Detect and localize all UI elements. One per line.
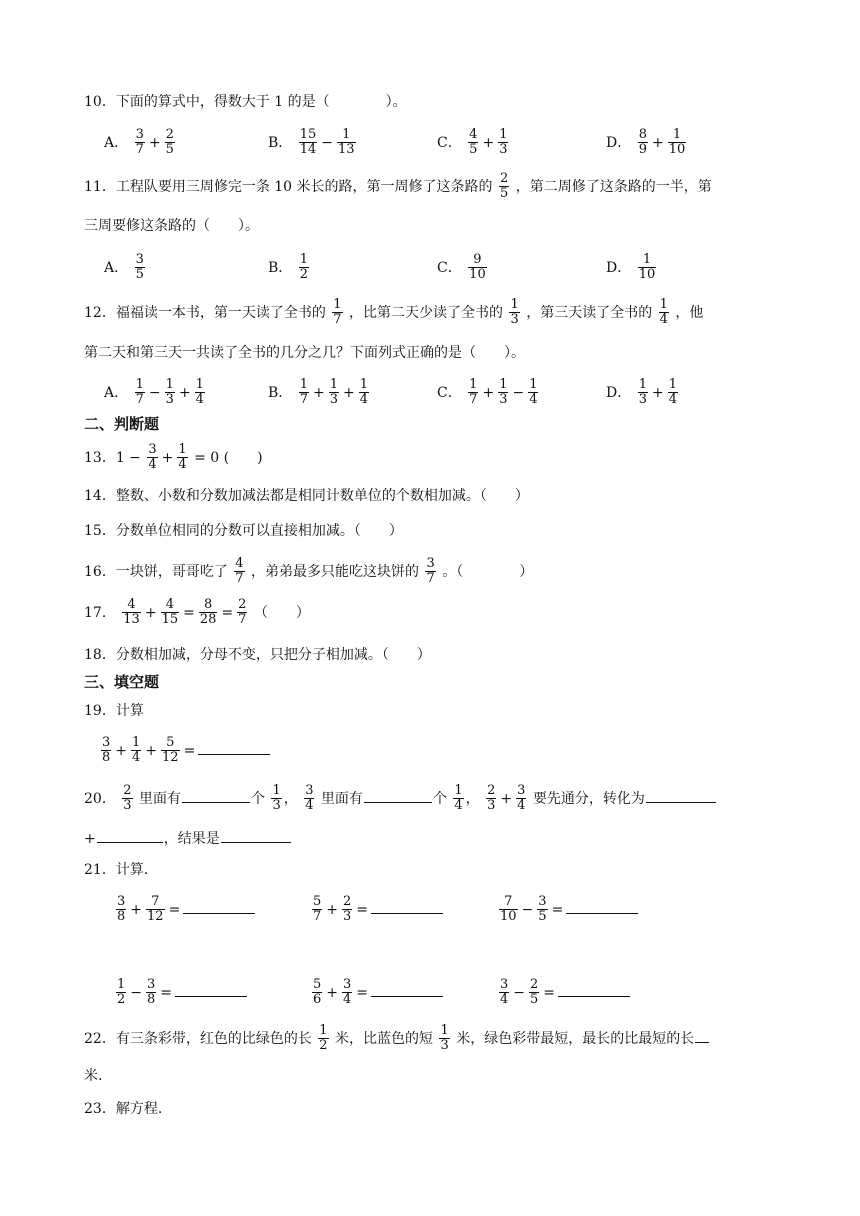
q12-option-a[interactable] xyxy=(104,378,207,408)
q16-text: 16．一块饼，哥哥吃了 xyxy=(84,563,228,580)
option-label: C． xyxy=(437,384,462,401)
q11-option-d[interactable] xyxy=(606,253,658,283)
answer-blank[interactable] xyxy=(182,801,250,803)
fraction: $\frac{1}{3}$ xyxy=(499,377,508,408)
q23: 23．解方程. xyxy=(84,1101,163,1117)
fraction: $\frac{2}{7}$ xyxy=(238,597,247,628)
answer-blank[interactable] xyxy=(646,801,716,803)
fraction: $\frac{4}{5}$ xyxy=(469,127,478,158)
q20-line1 xyxy=(84,784,717,814)
operator: + xyxy=(148,134,161,151)
q10-option-b[interactable] xyxy=(268,128,358,158)
q20-text: ，结果是 xyxy=(163,831,220,847)
fraction: $\frac{1}{4}$ xyxy=(195,377,204,408)
q12-option-d[interactable] xyxy=(606,378,680,408)
fraction: $\frac{1}{3}$ xyxy=(510,297,519,328)
option-label: D． xyxy=(606,384,632,401)
fraction: $\frac{1}{4}$ xyxy=(659,297,668,328)
q13 xyxy=(84,443,263,473)
operator: + xyxy=(161,449,174,466)
answer-blank[interactable] xyxy=(221,841,291,843)
fraction: $\frac{2}{3}$ xyxy=(343,894,352,925)
operator: + xyxy=(326,901,339,918)
operator: + xyxy=(651,134,664,151)
fraction: $\frac{1}{7}$ xyxy=(469,377,478,408)
q19-expression xyxy=(99,736,271,766)
fraction: $\frac{1}{3}$ xyxy=(272,783,281,814)
fraction: $\frac{3}{4}$ xyxy=(148,442,157,473)
operator: + xyxy=(343,384,355,401)
section-heading-fill-in: 三、填空题 xyxy=(84,673,160,691)
operator: + xyxy=(115,742,128,759)
q12-text: ，他 xyxy=(675,304,704,321)
q12-option-c[interactable] xyxy=(437,378,540,408)
fraction: $\frac{1}{2}$ xyxy=(117,977,126,1008)
q20-text: 个 xyxy=(251,790,266,807)
fraction: $\frac{3}{4}$ xyxy=(517,783,526,814)
operator: + xyxy=(482,384,495,401)
q20-text: 里面有 xyxy=(139,790,182,807)
operator: + xyxy=(651,384,664,401)
fraction: $\frac{1}{3}$ xyxy=(440,1023,449,1054)
q16-text: ，弟弟最多只能吃这块饼的 xyxy=(251,563,420,580)
fraction: $\frac{8}{9}$ xyxy=(638,127,647,158)
q11-option-b[interactable] xyxy=(268,253,311,283)
section-heading-judgement: 二、判断题 xyxy=(84,415,160,433)
q18: 18．分数相加减，分母不变，只把分子相加减。（ ） xyxy=(84,647,431,663)
fraction: $\frac{2}{3}$ xyxy=(487,783,496,814)
fraction: $\frac{9}{10}$ xyxy=(469,252,486,283)
q20-text: 要先通分，转化为 xyxy=(532,790,645,807)
answer-blank[interactable] xyxy=(364,801,432,803)
fraction: $\frac{3}{8}$ xyxy=(117,894,126,925)
q11-text: 11．工程队要用三周修完一条 10 米长的路，第一周修了这条路的 xyxy=(84,178,493,195)
q14: 14．整数、小数和分数加减法都是相同计数单位的个数相加减。（ ） xyxy=(84,488,529,504)
q22-text: 22．有三条彩带，红色的比绿色的长 xyxy=(84,1030,312,1047)
q10-option-d[interactable] xyxy=(606,128,688,158)
fraction: $\frac{3}{5}$ xyxy=(538,894,547,925)
equals-sign: = xyxy=(356,901,369,918)
operator: + xyxy=(145,742,158,759)
answer-blank[interactable] xyxy=(97,841,163,843)
equals-sign: = xyxy=(221,604,234,621)
fraction: $\frac{1}{4}$ xyxy=(668,377,677,408)
answer-blank[interactable] xyxy=(198,753,270,755)
q21-item-1 xyxy=(114,895,256,925)
operator: − xyxy=(130,984,143,1001)
q20-number: 20． xyxy=(84,790,116,807)
q15: 15．分数单位相同的分数可以直接相加减。（ ） xyxy=(84,523,403,539)
q12-line1 xyxy=(84,298,703,328)
fraction: $\frac{2}{5}$ xyxy=(530,977,539,1008)
q12-line2: 第二天和第三天一共读了全书的几分之几？下面列式正确的是（ ）。 xyxy=(84,345,525,361)
q12-option-b[interactable] xyxy=(268,378,371,408)
equals-sign: = xyxy=(183,742,196,759)
q21-stem: 21．计算. xyxy=(84,862,149,878)
fraction: $\frac{3}{7}$ xyxy=(426,556,435,587)
fraction: $\frac{1}{10}$ xyxy=(668,127,686,158)
option-label: A． xyxy=(104,134,129,151)
fraction: $\frac{3}{7}$ xyxy=(135,127,144,158)
equals-sign: = xyxy=(551,901,564,918)
fraction: $\frac{1}{3}$ xyxy=(499,127,508,158)
answer-blank[interactable] xyxy=(175,995,247,997)
option-label: B． xyxy=(268,134,293,151)
option-label: A． xyxy=(104,384,129,401)
q11-line2: 三周要修这条路的（ ）。 xyxy=(84,218,259,234)
q21-item-5 xyxy=(310,978,444,1008)
fraction: $\frac{1}{3}$ xyxy=(638,377,647,408)
q20-text: 里面有 xyxy=(320,790,363,807)
fraction: $\frac{3}{4}$ xyxy=(343,977,352,1008)
fraction: $\frac{1}{3}$ xyxy=(165,377,174,408)
q20-text: ， xyxy=(465,790,480,807)
fraction: $\frac{1}{4}$ xyxy=(359,377,369,408)
q21-item-3 xyxy=(497,895,639,925)
fraction: $\frac{3}{8}$ xyxy=(147,977,156,1008)
q21-item-4 xyxy=(114,978,248,1008)
operator: − xyxy=(321,134,334,151)
fraction: $\frac{15}{14}$ xyxy=(299,127,317,158)
q12-text: 12．福福读一本书，第一天读了全书的 xyxy=(84,304,326,321)
equals-sign: = xyxy=(356,984,369,1001)
answer-blank[interactable] xyxy=(695,1041,709,1043)
fraction: $\frac{1}{4}$ xyxy=(178,442,187,473)
equals-sign: = xyxy=(160,984,173,1001)
fraction: $\frac{7}{10}$ xyxy=(500,894,517,925)
operator: + xyxy=(178,384,191,401)
operator: + xyxy=(144,604,157,621)
fraction: $\frac{5}{12}$ xyxy=(162,735,179,766)
operator: + xyxy=(130,901,143,918)
fraction: $\frac{8}{28}$ xyxy=(199,597,217,628)
equals-sign: = xyxy=(183,604,195,621)
fraction: $\frac{7}{12}$ xyxy=(147,894,164,925)
q13-lead: 1 − xyxy=(115,449,141,466)
q22-text: 米，比蓝色的短 xyxy=(335,1030,434,1047)
answer-blank[interactable] xyxy=(371,995,443,997)
answer-blank[interactable] xyxy=(183,912,255,914)
operator: − xyxy=(512,384,525,401)
fraction: $\frac{1}{4}$ xyxy=(529,377,538,408)
fraction: $\frac{3}{4}$ xyxy=(500,977,509,1008)
q20-line2 xyxy=(84,832,292,846)
operator: − xyxy=(521,901,534,918)
option-label: A． xyxy=(104,259,129,276)
q22-line1 xyxy=(84,1024,710,1054)
option-label: B． xyxy=(268,384,293,401)
equals-sign: = xyxy=(168,901,181,918)
fraction: $\frac{1}{10}$ xyxy=(638,252,656,283)
fraction: $\frac{5}{6}$ xyxy=(313,977,322,1008)
q17-tail: （ ） xyxy=(253,604,310,621)
fraction: $\frac{3}{5}$ xyxy=(135,252,144,283)
operator: + xyxy=(313,384,325,401)
fraction: $\frac{1}{4}$ xyxy=(454,783,463,814)
operator: + xyxy=(326,984,339,1001)
q11-option-c[interactable] xyxy=(437,253,489,283)
fraction: $\frac{1}{4}$ xyxy=(132,735,141,766)
q11-line1 xyxy=(84,172,712,202)
operator: − xyxy=(513,984,526,1001)
fraction: $\frac{5}{7}$ xyxy=(313,894,322,925)
fraction: $\frac{1}{2}$ xyxy=(319,1023,328,1054)
q20-text: 个 xyxy=(432,790,447,807)
q22-text: 米，绿色彩带最短，最长的比最短的长 xyxy=(456,1030,695,1047)
option-label: B． xyxy=(268,259,293,276)
option-label: D． xyxy=(606,134,632,151)
q12-text: ，第三天读了全书的 xyxy=(526,304,653,321)
q20-text: ， xyxy=(283,790,298,807)
fraction: $\frac{2}{3}$ xyxy=(123,783,132,814)
fraction: $\frac{4}{15}$ xyxy=(161,597,179,628)
fraction: $\frac{1}{7}$ xyxy=(299,377,309,408)
q10-stem: 10．下面的算式中，得数大于 1 的是（ ）。 xyxy=(84,94,407,110)
fraction: $\frac{3}{4}$ xyxy=(305,783,314,814)
q17 xyxy=(84,598,310,628)
fraction: $\frac{2}{5}$ xyxy=(165,127,174,158)
q19-stem: 19．计算 xyxy=(84,703,144,719)
q10-option-a[interactable] xyxy=(104,128,177,158)
q12-text: ，比第二天少读了全书的 xyxy=(349,304,504,321)
fraction: $\frac{1}{3}$ xyxy=(329,377,339,408)
q11-option-a[interactable] xyxy=(104,253,147,283)
answer-blank[interactable] xyxy=(566,912,638,914)
q13-tail: = 0 ( ) xyxy=(194,449,263,466)
q21-item-6 xyxy=(497,978,631,1008)
option-label: C． xyxy=(437,259,462,276)
q21-item-2 xyxy=(310,895,444,925)
q17-number: 17． xyxy=(84,604,116,621)
operator: + xyxy=(500,790,513,807)
fraction: $\frac{1}{13}$ xyxy=(338,127,355,158)
q22-line2: 米. xyxy=(84,1068,103,1084)
q11-text: ，第二周修了这条路的一半，第 xyxy=(515,178,712,195)
operator: − xyxy=(148,384,161,401)
fraction: $\frac{1}{2}$ xyxy=(299,252,309,283)
option-label: D． xyxy=(606,259,632,276)
q16-text: 。（ ） xyxy=(442,563,534,580)
fraction: $\frac{4}{13}$ xyxy=(123,597,140,628)
option-label: C． xyxy=(437,134,462,151)
fraction: $\frac{3}{8}$ xyxy=(102,735,111,766)
q16 xyxy=(84,557,533,587)
q10-option-c[interactable] xyxy=(437,128,510,158)
fraction: $\frac{1}{7}$ xyxy=(333,297,342,328)
answer-blank[interactable] xyxy=(371,912,443,914)
q13-number: 13． xyxy=(84,449,116,466)
equals-sign: = xyxy=(543,984,556,1001)
fraction: $\frac{1}{7}$ xyxy=(135,377,144,408)
fraction: $\frac{4}{7}$ xyxy=(235,556,244,587)
operator: + xyxy=(482,134,495,151)
fraction: $\frac{2}{5}$ xyxy=(499,171,509,202)
operator: + xyxy=(84,831,96,847)
answer-blank[interactable] xyxy=(558,995,630,997)
